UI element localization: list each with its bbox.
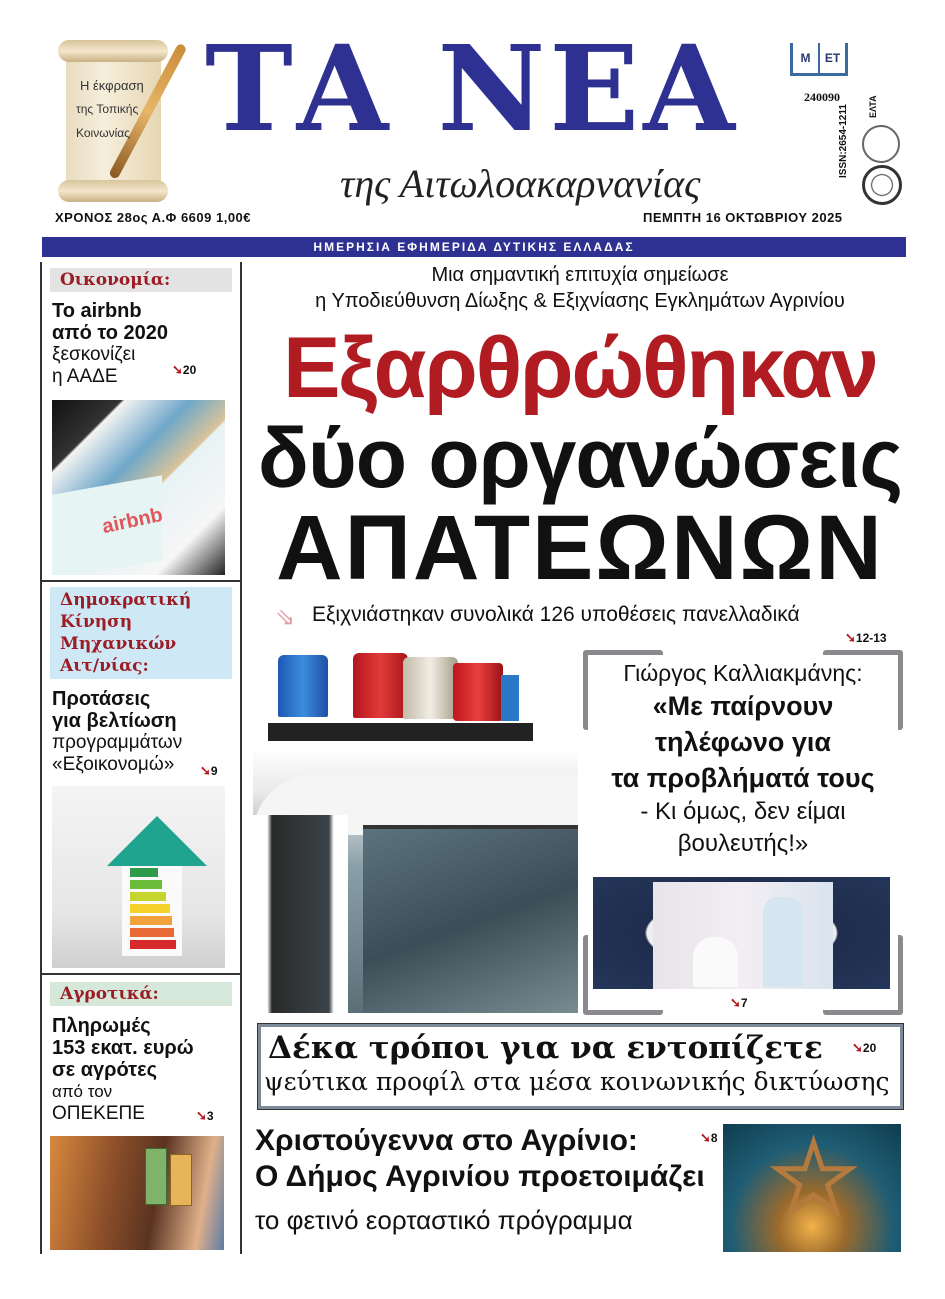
motto-line: Κοινωνίας	[76, 126, 130, 140]
story-line: προγραμμάτων	[52, 732, 183, 753]
quote-line: «Με παίρνουν	[652, 691, 834, 721]
page-ref: ➘9	[200, 763, 218, 778]
quote-line: τηλέφωνο για	[655, 727, 831, 757]
met-badge-left: M	[793, 43, 820, 73]
met-badge-icon	[790, 43, 848, 76]
newspaper-title: ΤΑ ΝΕΑ	[205, 19, 739, 158]
story-line: Προτάσεις	[52, 688, 151, 710]
social-box-title: Δέκα τρόποι για να εντοπίζετε	[268, 1030, 823, 1066]
arrow-down-right-icon: ➘	[730, 995, 741, 1010]
christmas-headline-3: το φετινό εορταστικό πρόγραμμα	[255, 1205, 633, 1235]
story-line: από τον	[52, 1082, 113, 1101]
story-line: από το 2020	[52, 322, 169, 344]
quote-line: βουλευτής!»	[677, 830, 809, 857]
sidebar-category-engineers: Δημοκρατική Κίνηση Μηχανικών Αιτ/νίας:	[50, 587, 232, 679]
interview-quote[interactable]	[583, 658, 903, 860]
social-box-subtitle: ψεύτικα προφίλ στα μέσα κοινωνικής δικτύωσης	[264, 1067, 890, 1096]
story-line: «Εξοικονομώ»	[52, 754, 175, 775]
sidebar-story-airbnb[interactable]	[52, 300, 168, 388]
airbnb-image: airbnb	[52, 400, 225, 575]
double-arrow-icon: ⇘	[275, 604, 296, 631]
divider	[40, 973, 240, 975]
motto-line: Η έκφραση	[80, 78, 144, 93]
lead-subheadline: Εξιχνιάστηκαν συνολικά 126 υποθέσεις πανελλαδικά	[312, 603, 800, 626]
issue-info: ΧΡΟΝΟΣ 28ος Α.Φ 6609 1,00€	[55, 210, 252, 225]
page-ref: ➘8	[700, 1130, 718, 1145]
quote-line: τα προβλήματά τους	[611, 763, 875, 793]
issue-date: ΠΕΜΠΤΗ 16 ΟΚΤΩΒΡΙΟΥ 2025	[643, 210, 843, 225]
story-line: 153 εκατ. ευρώ	[52, 1037, 194, 1059]
motto-line: της Τοπικής	[76, 102, 139, 116]
interviewee-name: Γιώργος Καλλιακμάνης:	[623, 660, 863, 686]
met-number: 240090	[804, 90, 840, 104]
energy-house-image	[52, 786, 225, 968]
arrow-down-right-icon: ➘	[200, 763, 211, 778]
christmas-headline-1[interactable]: Χριστούγεννα στο Αγρίνιο:	[255, 1124, 638, 1157]
sidebar-story-opekepe[interactable]	[52, 1015, 194, 1125]
story-line: η ΑΑΔΕ	[52, 366, 118, 387]
story-line: ΟΠΕΚΕΠΕ	[52, 1103, 145, 1124]
sidebar-category-economy: Οικονομία:	[50, 268, 232, 292]
headline-line-3[interactable]: ΑΠΑΤΕΩΝΩΝ	[276, 497, 884, 599]
page-ref: ➘3	[196, 1108, 214, 1123]
masthead-logo-scroll	[58, 40, 193, 200]
arrow-down-right-icon: ➘	[172, 362, 183, 377]
elta-logo: ΕΛΤΑ	[868, 95, 878, 118]
christmas-star-image: ★	[723, 1124, 901, 1252]
money-soil-image	[50, 1136, 224, 1250]
postage-stamp-icon	[862, 125, 900, 163]
page-ref: ➘12-13	[845, 630, 887, 645]
arrow-down-right-icon: ➘	[196, 1108, 207, 1123]
arrow-down-right-icon: ➘	[845, 630, 856, 645]
story-line: ξεσκονίζει	[52, 344, 136, 365]
story-line: σε αγρότες	[52, 1059, 157, 1081]
seal-icon	[862, 165, 902, 205]
masthead-banner: ΗΜΕΡΗΣΙΑ ΕΦΗΜΕΡΙΔΑ ΔΥΤΙΚΗΣ ΕΛΛΑΔΑΣ	[42, 237, 906, 257]
page-ref: ➘20	[172, 362, 197, 377]
page-ref: ➘7	[730, 995, 748, 1010]
sidebar-category-agriculture: Αγροτικά:	[50, 982, 232, 1006]
quote-line: - Κι όμως, δεν είμαι	[640, 798, 846, 825]
issn-label: ISSN:2654-1211	[838, 104, 849, 178]
met-badge-right: ET	[824, 51, 841, 65]
arrow-down-right-icon: ➘	[700, 1130, 711, 1145]
christmas-headline-2[interactable]: Ο Δήμος Αγρινίου προετοιμάζει	[255, 1160, 705, 1193]
interviewee-photo	[593, 877, 890, 989]
divider	[40, 580, 240, 582]
story-line: για βελτίωση	[52, 710, 177, 732]
newspaper-subtitle: της Αιτωλοακαρνανίας	[340, 161, 701, 206]
lead-kicker: Μια σημαντική επιτυχία σημείωσε η Υποδιεύθυνση Δίωξης & Εξιχνίασης Εγκλημάτων Αγρινίου	[315, 264, 845, 312]
story-line: Πληρωμές	[52, 1015, 151, 1037]
police-car-image	[253, 645, 578, 1013]
headline-line-1[interactable]: Εξαρθρώθηκαν	[283, 320, 877, 416]
page-ref: ➘20	[852, 1040, 877, 1055]
sidebar-story-exoikonomo[interactable]	[52, 688, 182, 776]
story-line: Το airbnb	[52, 300, 142, 322]
arrow-down-right-icon: ➘	[852, 1040, 863, 1055]
headline-line-2[interactable]: δύο οργανώσεις	[257, 411, 903, 505]
